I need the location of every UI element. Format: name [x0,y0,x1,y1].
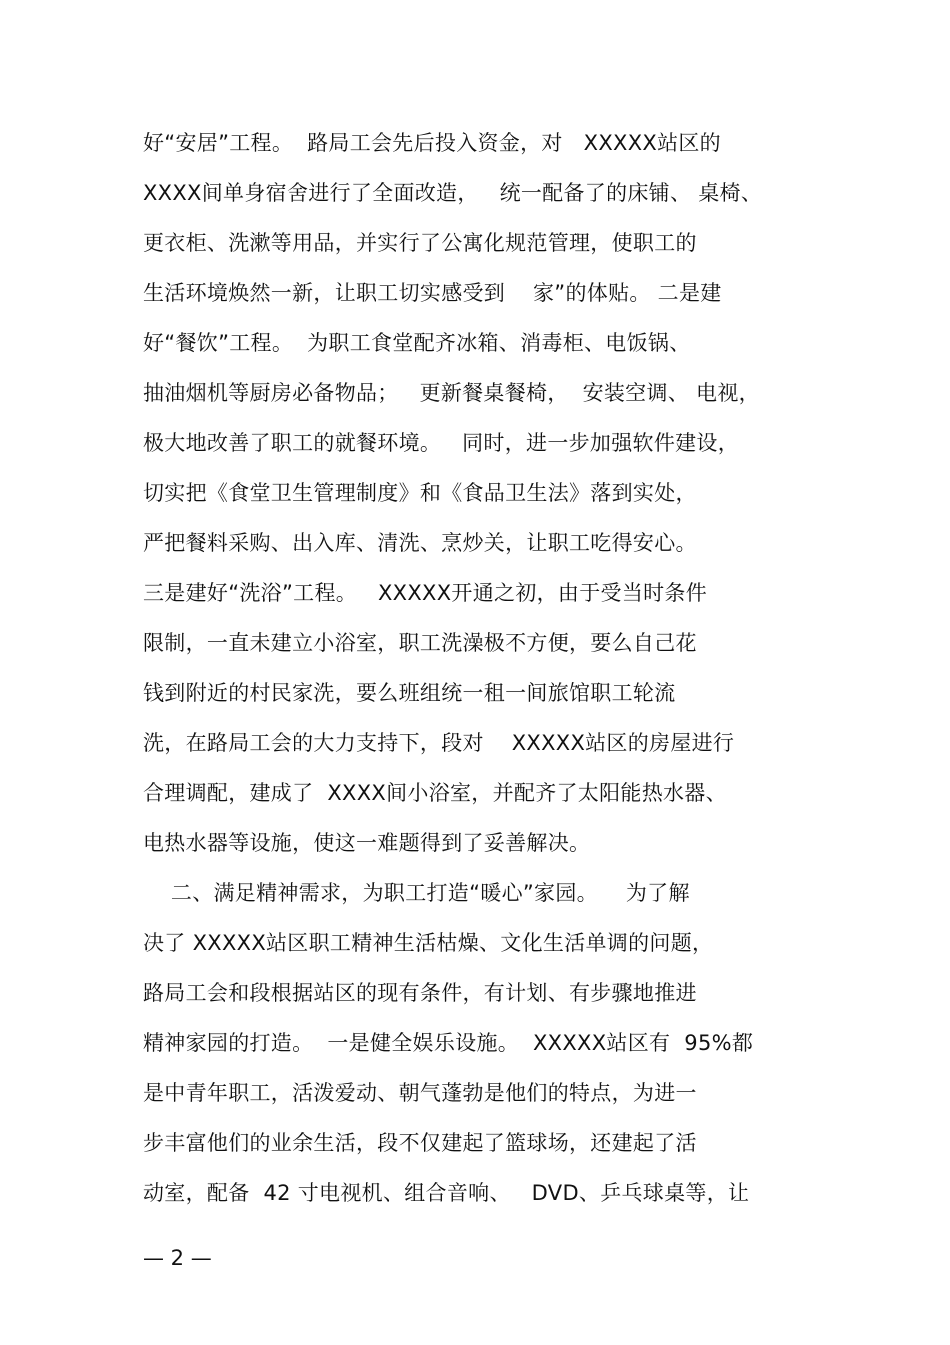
text-line: 是中青年职工，活泼爱动、朝气蓬勃是他们的特点，为进一 [143,1081,697,1105]
text-line: 步丰富他们的业余生活，段不仅建起了篮球场，还建起了活 [143,1131,697,1155]
text-line: 抽油烟机等厨房必备物品； 更新餐桌餐椅， 安装空调、 电视， [143,381,760,405]
text-line: 好“安居”工程。 路局工会先后投入资金，对 XXXXX站区的 [143,131,721,155]
text-line: 洗，在路局工会的大力支持下，段对 XXXXX站区的房屋进行 [143,731,735,755]
text-line: 钱到附近的村民家洗，要么班组统一租一间旅馆职工轮流 [143,681,676,705]
text-line: 更衣柜、洗漱等用品，并实行了公寓化规范管理，使职工的 [143,231,697,255]
text-line: 二、满足精神需求，为职工打造“暖心”家园。 为了解 [143,881,690,905]
text-line: 严把餐料采购、出入库、清洗、烹炒关，让职工吃得安心。 [143,531,697,555]
text-line: 电热水器等设施，使这一难题得到了妥善解决。 [143,831,591,855]
text-line: 三是建好“洗浴”工程。 XXXXX开通之初，由于受当时条件 [143,581,708,605]
text-line: XXXX间单身宿舍进行了全面改造， 统一配备了的床铺、 桌椅、 [143,181,763,205]
text-line: 切实把《食堂卫生管理制度》和《食品卫生法》落到实处， [143,481,697,505]
body-text [143,118,813,1218]
text-line: 生活环境焕然一新，让职工切实感受到 家”的体贴。 二是建 [143,281,722,305]
text-line: 动室，配备 42 寸电视机、组合音响、 DVD、乒乓球桌等，让 [143,1181,750,1205]
text-line: 路局工会和段根据站区的现有条件，有计划、有步骤地推进 [143,981,697,1005]
page-number: — 2 — [143,1246,212,1270]
text-line: 精神家园的打造。 一是健全娱乐设施。 XXXXX站区有 95%都 [143,1031,754,1055]
text-line: 决了 XXXXX站区职工精神生活枯燥、文化生活单调的问题， [143,931,714,955]
text-line: 合理调配，建成了 XXXX间小浴室，并配齐了太阳能热水器、 [143,781,727,805]
text-line: 好“餐饮”工程。 为职工食堂配齐冰箱、消毒柜、电饭锅、 [143,331,691,355]
text-line: 极大地改善了职工的就餐环境。 同时，进一步加强软件建设， [143,431,740,455]
text-line: 限制，一直未建立小浴室，职工洗澡极不方便，要么自己花 [143,631,697,655]
